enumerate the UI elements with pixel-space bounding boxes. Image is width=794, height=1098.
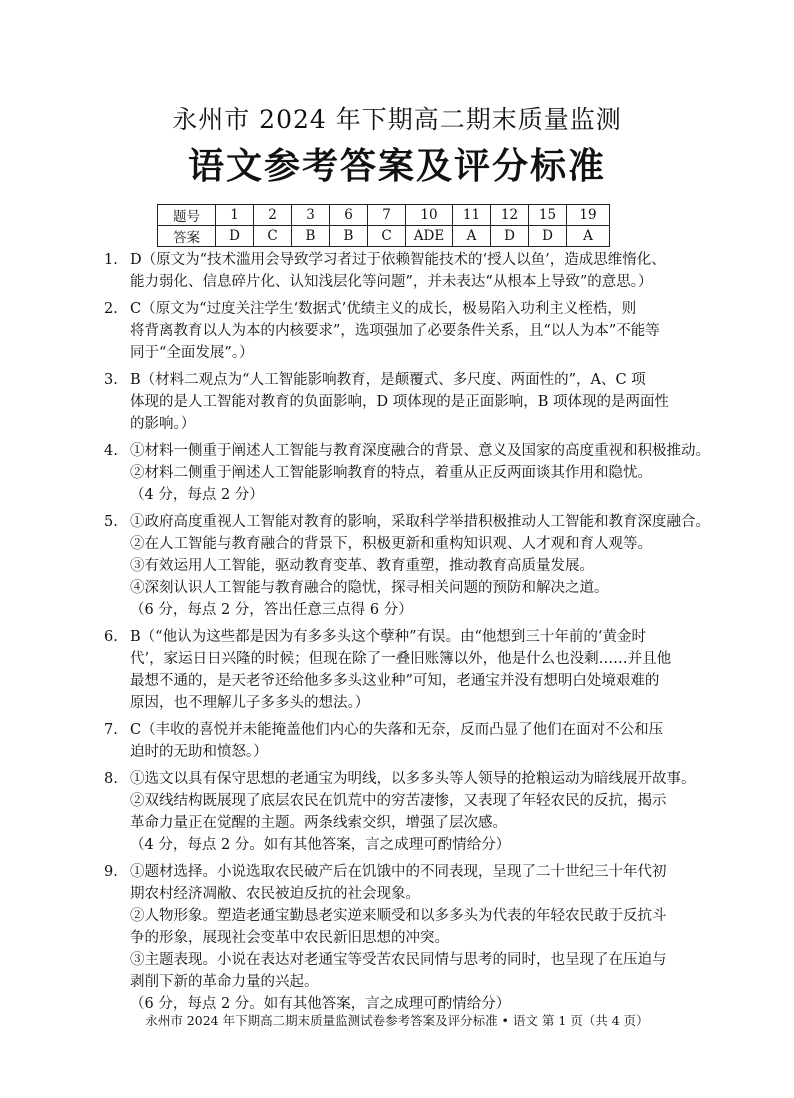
question-number-cell: 11 (453, 205, 491, 226)
answer-text-line: （6 分，每点 2 分。如有其他答案，言之成理可酌情给分） (130, 996, 511, 1012)
answer-text-line: 体现的是人工智能对教育的负面影响，D 项体现的是正面影响，B 项体现的是两面性 (130, 394, 669, 410)
question-item (104, 861, 704, 1015)
answer-text-line: ①政府高度重视人工智能对教育的影响，采取科学举措积极推动人工智能和教育深度融合。 (130, 514, 710, 530)
answer-text-line: ②在人工智能与教育融合的背景下，积极更新和重构知识观、人才观和育人观等。 (130, 536, 652, 552)
answer-text-line: 期农村经济凋敝、农民被迫反抗的社会现象。 (130, 886, 420, 902)
answer-text-line: ③主题表现。小说在表达对老通宝等受苦农民同情与思考的同时，也呈现了在压迫与 (130, 952, 667, 968)
answer-text-line: B（材料二观点为“人工智能影响教育，是颠覆式、多尺度、两面性的”，A、C 项 (130, 372, 646, 388)
answer-text-line: （6 分，每点 2 分，答出任意三点得 6 分） (130, 602, 413, 618)
question-number: 8. (104, 771, 118, 787)
answer-text-line: 的影响。） (130, 416, 196, 432)
answer-text-line: 剥削下新的革命力量的兴起。 (130, 974, 319, 990)
answer-text-line: ②人物形象。塑造老通宝勤恳老实逆来顺受和以多多头为代表的年轻农民敢于反抗斗 (130, 908, 667, 924)
question-item (104, 249, 704, 293)
answer-text-line: 原因，也不理解儿子多多头的想法。） (130, 695, 370, 711)
answer-text-line: ②材料二侧重于阐述人工智能影响教育的特点，着重从正反两面谈其作用和隐忧。 (130, 465, 652, 481)
question-item (104, 369, 704, 435)
answer-text-line: ①题材选择。小说选取农民破产后在饥饿中的不同表现，呈现了二十世纪三十年代初 (130, 864, 667, 880)
answer-cell: A (567, 226, 610, 247)
question-number: 4. (104, 443, 118, 459)
answer-text-line: D（原文为“技术滥用会导致学习者过于依赖智能技术的‘授人以鱼’，造成思维惰化、 (130, 252, 666, 268)
question-number: 2. (104, 301, 118, 317)
question-number-cell: 19 (567, 205, 610, 226)
answer-row (158, 226, 610, 247)
answer-cell: ADE (406, 226, 453, 247)
question-list (104, 249, 710, 1020)
answer-text-line: ②双线结构既展现了底层农民在饥荒中的穷苦凄惨，又表现了年轻农民的反抗，揭示 (130, 793, 667, 809)
answer-text-line: ①选文以具有保守思想的老通宝为明线，以多多头等人领导的抢粮运动为暗线展开故事。 (130, 771, 696, 787)
question-number-cell: 3 (292, 205, 330, 226)
question-number: 3. (104, 372, 118, 388)
answer-table (157, 204, 610, 247)
answer-cell: D (529, 226, 567, 247)
answer-text-line: 将背离教育以人为本的内核要求”，选项强加了必要条件关系，且“以人为本”不能等 (130, 323, 660, 339)
answer-cell: A (453, 226, 491, 247)
answer-text-line: ①材料一侧重于阐述人工智能与教育深度融合的背景、意义及国家的高度重视和积极推动。 (130, 443, 710, 459)
answer-cell: D (491, 226, 529, 247)
question-number-cell: 1 (216, 205, 254, 226)
answer-text-line: 最想不通的，是天老爷还给他多多头这业种”可知，老通宝并没有想明白处境艰难的 (130, 673, 660, 689)
answer-cell: B (330, 226, 368, 247)
answer-cell: C (254, 226, 292, 247)
question-item (104, 768, 704, 856)
question-item (104, 511, 710, 621)
question-number-cell: 12 (491, 205, 529, 226)
answer-text-line: 同于“全面发展”。） (130, 345, 254, 361)
question-item (104, 440, 710, 506)
answer-text-line: 革命力量正在觉醒的主题。两条线索交织，增强了层次感。 (130, 815, 507, 831)
answer-text-line: 代’，家运日日兴隆的时候；但现在除了一叠旧账簿以外，他是什么也没剩……并且他 (130, 651, 672, 667)
question-item (104, 626, 704, 714)
answer-text-line: C（原文为“过度关注学生‘数据式’优绩主义的成长，极易陷入功利主义桎梏，则 (130, 301, 637, 317)
question-number: 9. (104, 864, 118, 880)
question-number-cell: 15 (529, 205, 567, 226)
document-subtitle: 语文参考答案及评分标准 (187, 146, 606, 187)
answer-text-line: ③有效运用人工智能，驱动教育变革、教育重塑，推动教育高质量发展。 (130, 558, 594, 574)
answer-text-line: ④深刻认识人工智能与教育融合的隐忧，探寻相关问题的预防和解决之道。 (130, 580, 609, 596)
answer-cell: C (368, 226, 406, 247)
answer-text-line: C（丰收的喜悦并未能掩盖他们内心的失落和无奈，反而凸显了他们在面对不公和压 (130, 722, 664, 738)
row-label: 题号 (158, 205, 216, 226)
question-number-cell: 10 (406, 205, 453, 226)
answer-text-line: B（“他认为这些都是因为有多多头这个孽种”有误。由“他想到三十年前的‘黄金时 (130, 629, 647, 645)
question-number: 5. (104, 514, 118, 530)
question-item (104, 719, 704, 763)
question-number-cell: 2 (254, 205, 292, 226)
answer-text-line: （4 分，每点 2 分） (130, 487, 264, 503)
question-number: 1. (104, 252, 118, 268)
question-number: 6. (104, 629, 118, 645)
answer-cell: D (216, 226, 254, 247)
answer-text-line: （4 分，每点 2 分。如有其他答案，言之成理可酌情给分） (130, 837, 511, 853)
answer-text-line: 迫时的无助和愤怒。） (130, 744, 268, 760)
answer-cell: B (292, 226, 330, 247)
question-number: 7. (104, 722, 118, 738)
answer-text-line: 争的形象，展现社会变革中农民新旧思想的冲突。 (130, 930, 449, 946)
question-number-cell: 6 (330, 205, 368, 226)
question-item (104, 298, 704, 364)
document-title: 永州市 2024 年下期高二期末质量监测 (172, 105, 622, 134)
page-footer: 永州市 2024 年下期高二期末质量监测试卷参考答案及评分标准 • 语文 第 1 页（共 4 页） (145, 1013, 649, 1028)
question-number-cell: 7 (368, 205, 406, 226)
answer-text-line: 能力弱化、信息碎片化、认知浅层化等问题”，并未表达“从根本上导致”的意思。） (130, 274, 653, 290)
question-number-row (158, 205, 610, 226)
row-label: 答案 (158, 226, 216, 247)
